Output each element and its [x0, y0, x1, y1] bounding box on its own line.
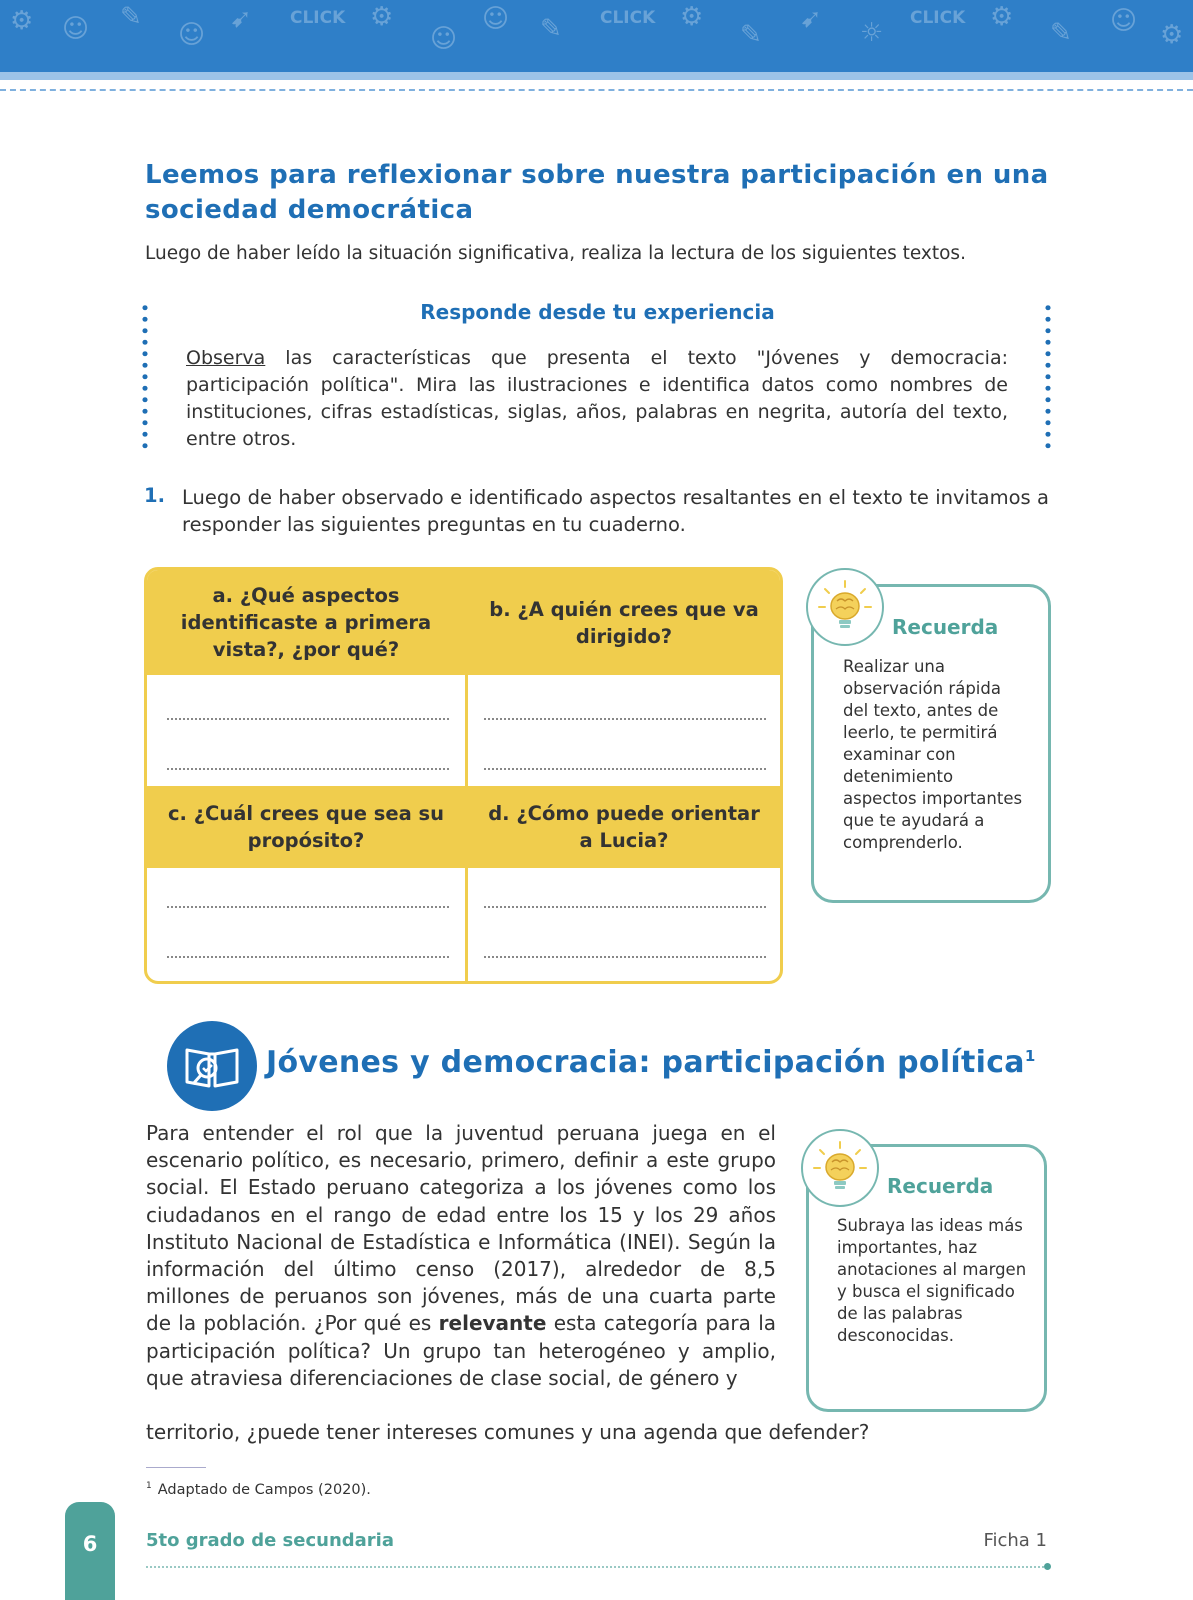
- body-paragraph: [146, 1120, 776, 1392]
- body-text-part-2: esta categoría para la participación política? Un grupo tan heterogéneo y amplio, que atraviesa diferenciaciones de clase social, de género y: [146, 1311, 777, 1390]
- question-c: c. ¿Cuál crees que sea su propósito?: [147, 786, 465, 868]
- footnote: [146, 1481, 371, 1498]
- gear-icon: ⚙: [990, 2, 1014, 32]
- person-icon: ☺: [178, 20, 206, 50]
- responde-body: las características que presenta el texto "Jóvenes y democracia: participación política". Mira las ilustraciones e identifica datos como nombres de instituciones, cifras estadísticas, siglas, años, palabras en negrita, autoría del texto, entre otros.: [186, 347, 1008, 450]
- question-text: Luego de haber observado e identificado aspectos resaltantes en el texto te invitamos a responder las siguientes preguntas en tu cuaderno.: [182, 486, 1049, 536]
- reading-icon: [167, 1021, 257, 1111]
- dotted-border-right: [1045, 302, 1051, 450]
- footnote-mark: 1: [1024, 1047, 1036, 1065]
- lightbulb-brain-icon: [801, 1129, 879, 1207]
- footer-grade: 5to grado de secundaria: [146, 1530, 394, 1551]
- question-a: a. ¿Qué aspectos identificaste a primera vista?, ¿por qué?: [147, 570, 465, 675]
- section-title-text: Jóvenes y democracia: participación política: [266, 1045, 1025, 1080]
- footer-dotted-line: [146, 1566, 1048, 1568]
- gear-icon: ⚙: [370, 2, 394, 32]
- body-last-line: territorio, ¿puede tener intereses comunes y una agenda que defender?: [146, 1420, 870, 1444]
- body-text-part-1: Para entender el rol que la juventud peruana juega en el escenario político, es necesario, primero, definir a este grupo social. El Estado peruano categoriza a los jóvenes como los ciudadanos en el rango de edad entre los 15 y los 29 años Instituto Nacional de Estadística e Informática (INEI). Según la información del último censo (2017), alrededor de 8,5 millones de peruanos son jóvenes, más de una cuarta parte de la población. ¿Por qué es: [146, 1121, 776, 1336]
- header-stripe: [0, 72, 1193, 80]
- arrow-icon: ➹: [230, 4, 252, 34]
- click-text: CLICK: [910, 8, 966, 28]
- answer-line-c1[interactable]: [167, 906, 449, 908]
- dotted-border-left: [142, 302, 148, 450]
- page-title: Leemos para reflexionar sobre nuestra participación en una sociedad democrática: [145, 160, 1049, 225]
- answer-line-d1[interactable]: [484, 906, 766, 908]
- footnote-number: 1: [146, 1481, 152, 1491]
- body-bold-word: relevante: [438, 1311, 547, 1336]
- header-dashed-divider: [0, 89, 1193, 91]
- responde-text: [186, 345, 1008, 453]
- question-b: b. ¿A quién crees que va dirigido?: [468, 570, 780, 675]
- answer-line-b1[interactable]: [484, 718, 766, 720]
- arrow-icon: ➹: [800, 4, 822, 34]
- answer-line-c2[interactable]: [167, 956, 449, 958]
- footer-ficha: Ficha 1: [983, 1530, 1047, 1551]
- gear-icon: ⚙: [680, 2, 704, 32]
- grid-divider: [465, 570, 468, 984]
- person-icon: ☺: [482, 4, 510, 34]
- section-title: [266, 1045, 1066, 1080]
- question-number: 1.: [144, 484, 165, 507]
- pencil-icon: ✎: [740, 20, 762, 50]
- recuerda-title-1: Recuerda: [892, 615, 999, 639]
- recuerda-title-2: Recuerda: [887, 1174, 994, 1198]
- pencil-icon: ✎: [540, 14, 562, 44]
- recuerda-text-2: Subraya las ideas más importantes, haz anotaciones al margen y busca el significado de las palabras desconocidas.: [837, 1216, 1027, 1345]
- question-d: d. ¿Cómo puede orientar a Lucia?: [468, 786, 780, 868]
- smile-icon: ☺: [430, 24, 458, 54]
- header-band: [0, 0, 1193, 72]
- answer-line-a1[interactable]: [167, 718, 449, 720]
- responde-title: Responde desde tu experiencia: [420, 300, 775, 324]
- person-icon: ☺: [62, 14, 90, 44]
- pencil-icon: ✎: [1050, 18, 1072, 48]
- recuerda-text-1: Realizar una observación rápida del texto, antes de leerlo, te permitirá examinar con detenimiento aspectos importantes que te ayudará a comprenderlo.: [843, 657, 1023, 852]
- question-grid: [144, 567, 783, 984]
- answer-line-b2[interactable]: [484, 768, 766, 770]
- lightbulb-brain-icon: [806, 568, 884, 646]
- bulb-icon: ☼: [860, 18, 884, 48]
- footer-dot: [1044, 1563, 1051, 1570]
- person-icon: ☺: [1110, 6, 1138, 36]
- pencil-icon: ✎: [120, 2, 142, 32]
- click-text: CLICK: [290, 8, 346, 28]
- intro-text: Luego de haber leído la situación significativa, realiza la lectura de los siguientes textos.: [145, 243, 966, 264]
- footnote-text: Adaptado de Campos (2020).: [157, 1481, 371, 1498]
- click-text: CLICK: [600, 8, 656, 28]
- footnote-rule: [146, 1467, 206, 1468]
- answer-line-a2[interactable]: [167, 768, 449, 770]
- answer-line-d2[interactable]: [484, 956, 766, 958]
- page-number: 6: [65, 1502, 115, 1600]
- gear-icon: ⚙: [10, 6, 34, 36]
- responde-underlined-word: Observa: [186, 347, 266, 369]
- gear-icon: ⚙: [1160, 20, 1184, 50]
